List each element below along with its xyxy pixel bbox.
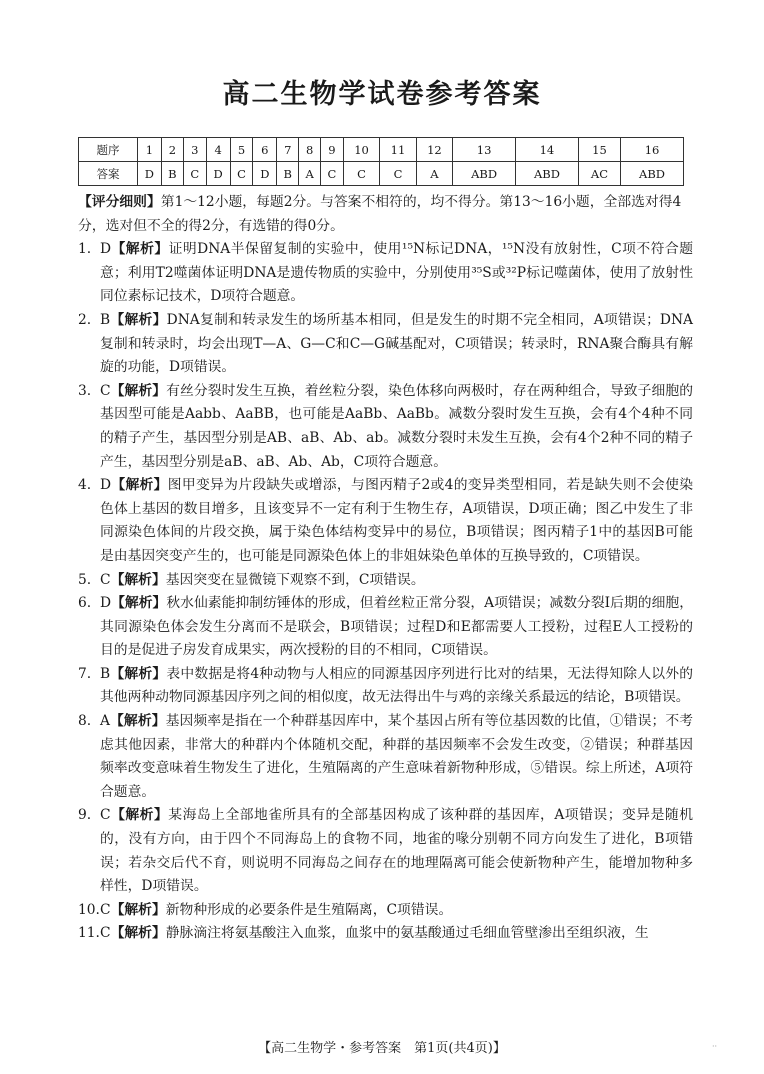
scoring-tag: 【评分细则】 xyxy=(78,194,161,210)
analysis-tag: 【解析】 xyxy=(110,807,169,824)
analysis-tag: 【解析】 xyxy=(111,477,168,494)
analysis-tag: 【解析】 xyxy=(111,595,167,612)
analysis-tag: 【解析】 xyxy=(110,311,167,328)
analysis-tag: 【解析】 xyxy=(110,571,166,588)
explanation-item xyxy=(78,592,693,663)
answer-cell: ABD xyxy=(621,162,684,186)
question-number-cell: 16 xyxy=(621,138,684,162)
answer-row xyxy=(79,162,684,186)
explanation-item xyxy=(78,922,693,946)
item-text: 秋水仙素能抑制纺锤体的形成，但着丝粒正常分裂，A项错误；减数分裂Ⅰ后期的细胞，其同源染色体会发生分离而不是联会，B项错误；过程D和E都需要人工授粉，过程E人工授粉的目的是促进子房发育成果实，两次授粉的目的不相同，C项错误。 xyxy=(100,595,694,659)
item-number: 8. xyxy=(78,713,92,730)
question-number-cell: 14 xyxy=(516,138,579,162)
answer-cell: A xyxy=(416,162,452,186)
explanation-item xyxy=(78,804,693,898)
row-header-number: 题序 xyxy=(79,138,138,162)
analysis-tag: 【解析】 xyxy=(110,901,166,918)
question-number-cell: 15 xyxy=(578,138,620,162)
item-number: 1. xyxy=(78,241,92,258)
answer-cell: C xyxy=(230,162,253,186)
answer-cell: C xyxy=(320,162,343,186)
answer-cell: D xyxy=(206,162,230,186)
explanation-item xyxy=(78,238,693,309)
item-text: DNA复制和转录发生的场所基本相同，但是发生的时期不完全相同，A项错误；DNA复制和转录时，均会出现T—A、G—C和C—G碱基配对，C项错误；转录时，RNA聚合酶具有解旋的功能，D项错误。 xyxy=(100,311,693,376)
item-number: 10. xyxy=(78,901,100,918)
item-number: 11. xyxy=(78,925,100,942)
row-header-answer: 答案 xyxy=(79,162,138,186)
item-answer: B xyxy=(100,665,111,682)
answer-cell: D xyxy=(138,162,162,186)
answer-cell: B xyxy=(161,162,183,186)
answer-cell: C xyxy=(343,162,379,186)
item-text: 表中数据是将4种动物与人相应的同源基因序列进行比对的结果，无法得知除人以外的其他两种动物同源基因序列之间的相似度，故无法得出牛与鸡的亲缘关系最远的结论，B项错误。 xyxy=(100,665,694,706)
item-answer: D xyxy=(100,477,112,494)
question-number-cell: 12 xyxy=(416,138,452,162)
question-number-cell: 13 xyxy=(453,138,516,162)
page-mark: ·· xyxy=(712,1042,718,1051)
answer-table xyxy=(78,137,684,186)
analysis-tag: 【解析】 xyxy=(111,241,169,258)
answer-cell: D xyxy=(253,162,277,186)
analysis-tag: 【解析】 xyxy=(110,382,167,399)
item-answer: B xyxy=(100,311,111,328)
item-answer: C xyxy=(100,901,111,918)
item-answer: D xyxy=(100,241,112,258)
page-footer: 【高二生物学・参考答案 第1页(共4页)】 xyxy=(258,1041,506,1056)
scoring-rules xyxy=(78,191,693,238)
item-answer: C xyxy=(100,382,111,399)
question-number-cell: 6 xyxy=(253,138,277,162)
item-number: 5. xyxy=(78,571,92,588)
item-answer: C xyxy=(100,571,111,588)
answer-cell: AC xyxy=(578,162,620,186)
question-number-cell: 4 xyxy=(206,138,230,162)
item-text: 有丝分裂时发生互换，着丝粒分裂，染色体移向两极时，存在两种组合，导致子细胞的基因型可能是Aabb、AaBB，也可能是AaBb、AaBb。减数分裂时发生互换，会有4个4种不同的精子产生，基因型分别是AB、aB、Ab、ab。减数分裂时未发生互换，会有4个2种不同的精子产生，基因型分别是aB、aB、Ab、Ab，C项符合题意。 xyxy=(100,382,694,470)
item-number: 3. xyxy=(78,382,92,399)
item-text: 静脉滴注将氨基酸注入血浆，血浆中的氨基酸通过毛细血管壁渗出至组织液，生 xyxy=(165,925,649,942)
item-text: 某海岛上全部地雀所具有的全部基因构成了该种群的基因库，A项错误；变异是随机的，没有方向，由于四个不同海岛上的食物不同，地雀的喙分别朝不同方向发生了进化，B项错误；若杂交后代不育，则说明不同海岛之间存在的地理隔离可能会使新物种产生，能增加物种多样性，D项错误。 xyxy=(100,807,693,895)
item-text: 图甲变异为片段缺失或增添，与图丙精子2或4的变异类型相同，若是缺失则不会使染色体上基因的数目增多，且该变异不一定有利于生物生存，A项错误，D项正确；图乙中发生了非同源染色体间的片段交换，属于染色体结构变异中的易位，B项错误；图丙精子1中的基因B可能是由基因突变产生的，也可能是同源染色体上的非姐妹染色单体的互换导致的，C项错误。 xyxy=(100,477,694,564)
answer-cell: ABD xyxy=(453,162,516,186)
item-answer: D xyxy=(100,595,112,612)
explanation-item xyxy=(78,474,693,568)
explanation-item xyxy=(78,710,693,804)
item-number: 2. xyxy=(78,311,92,328)
analysis-tag: 【解析】 xyxy=(110,665,167,682)
question-number-cell: 2 xyxy=(161,138,183,162)
answer-cell: ABD xyxy=(516,162,579,186)
page-title: 高二生物学试卷参考答案 xyxy=(222,79,542,110)
answer-cell: C xyxy=(380,162,416,186)
item-answer: C xyxy=(100,925,111,942)
question-number-cell: 5 xyxy=(230,138,253,162)
explanation-item xyxy=(78,309,693,380)
question-number-cell: 1 xyxy=(138,138,162,162)
question-number-cell: 9 xyxy=(320,138,343,162)
explanation-item xyxy=(78,569,693,593)
question-number-row xyxy=(79,138,684,162)
answer-cell: A xyxy=(299,162,321,186)
item-text: 新物种形成的必要条件是生殖隔离，C项错误。 xyxy=(165,901,453,918)
question-number-cell: 3 xyxy=(183,138,206,162)
answer-explanations xyxy=(78,191,693,946)
question-number-cell: 7 xyxy=(277,138,299,162)
explanation-item xyxy=(78,663,693,710)
item-text: 证明DNA半保留复制的实验中，使用¹⁵N标记DNA，¹⁵N没有放射性，C项不符合题意；利用T2噬菌体证明DNA是遗传物质的实验中，分别使用³⁵S或³²P标记噬菌体，使用了放射性同位素标记技术，D项符合题意。 xyxy=(100,241,693,305)
item-number: 7. xyxy=(78,665,92,682)
analysis-tag: 【解析】 xyxy=(109,713,166,730)
analysis-tag: 【解析】 xyxy=(110,925,166,942)
question-number-cell: 8 xyxy=(299,138,321,162)
item-number: 6. xyxy=(78,595,92,612)
item-text: 基因频率是指在一个种群基因库中，某个基因占所有等位基因数的比值，①错误；不考虑其他因素，非常大的种群内个体随机交配，种群的基因频率不会发生改变，②错误；种群基因频率改变意味着生物发生了进化，生殖隔离的产生意味着新物种形成，⑤错误。综上所述，A项符合题意。 xyxy=(100,713,694,800)
explanation-item xyxy=(78,380,693,474)
item-answer: A xyxy=(100,713,110,730)
scoring-text: 第1～12小题，每题2分。与答案不相符的，均不得分。第13～16小题，全部选对得4分，选对但不全的得2分，有选错的得0分。 xyxy=(78,194,682,234)
question-number-cell: 11 xyxy=(380,138,416,162)
item-answer: C xyxy=(100,807,111,824)
explanation-item xyxy=(78,899,693,923)
answer-cell: B xyxy=(277,162,299,186)
item-number: 9. xyxy=(78,807,92,824)
answer-cell: C xyxy=(183,162,206,186)
item-text: 基因突变在显微镜下观察不到，C项错误。 xyxy=(165,571,425,588)
question-number-cell: 10 xyxy=(343,138,379,162)
item-number: 4. xyxy=(78,477,92,494)
